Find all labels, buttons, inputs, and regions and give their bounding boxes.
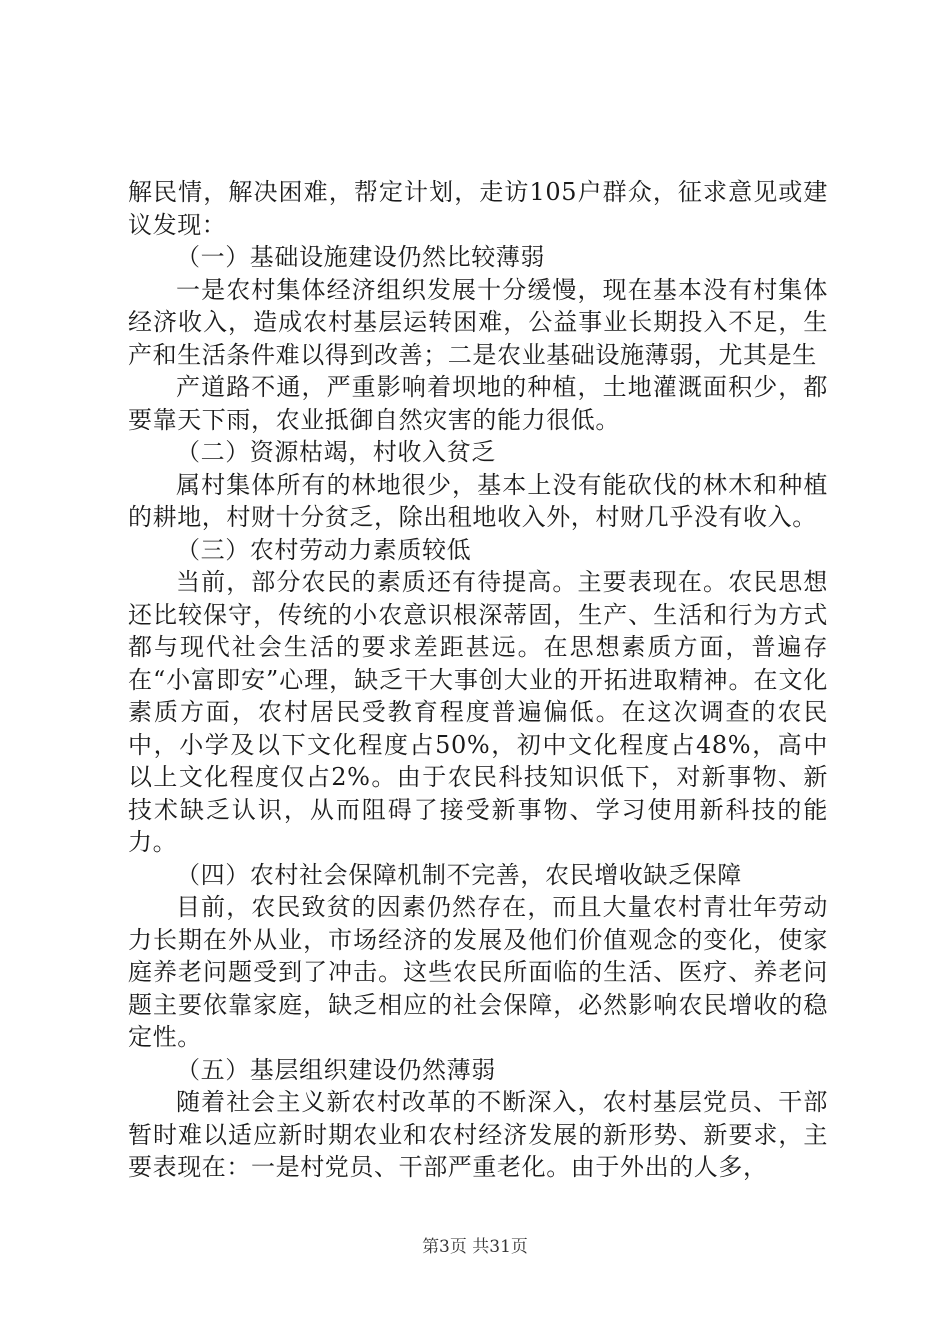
paragraph: 当前，部分农民的素质还有待提高。主要表现在。农民思想还比较保守，传统的小农意识根深蒂固，生产、生活和行为方式都与现代社会生活的要求差距甚远。在思想素质方面，普遍存在“小富即安”心理，缺乏干大事创大业的开拓进取精神。在文化素质方面，农村居民受教育程度普遍偏低。在这次调查的农民中，小学及以下文化程度占50%，初中文化程度占48%，高中以上文化程度仅占2%。由于农民科技知识低下，对新事物、新技术缺乏认识，从而阻碍了接受新事物、学习使用新科技的能力。 (128, 568, 828, 856)
document-body (128, 176, 828, 1184)
paragraph: （四）农村社会保障机制不完善，农民增收缺乏保障 (176, 860, 742, 889)
paragraph: （三）农村劳动力素质较低 (176, 535, 472, 564)
paragraph: （二）资源枯竭，村收入贫乏 (176, 438, 496, 466)
paragraph: 目前，农民致贫的因素仍然存在，而且大量农村青壮年劳动力长期在外从业，市场经济的发展及他们价值观念的变化，使家庭养老问题受到了冲击。这些农民所面临的生活、医疗、养老问题主要依靠家庭，缺乏相应的社会保障，必然影响农民增收的稳定性。 (128, 893, 828, 1051)
paragraph: 解民情，解决困难，帮定计划，走访105户群众，征求意见或建议发现： (128, 178, 828, 239)
paragraph: 随着社会主义新农村改革的不断深入，农村基层党员、干部暂时难以适应新时期农业和农村经济发展的新形势、新要求，主要表现在：一是村党员、干部严重老化。由于外出的人多， (128, 1088, 828, 1181)
paragraph: （一）基础设施建设仍然比较薄弱 (176, 243, 545, 271)
paragraph: 产道路不通，严重影响着坝地的种植，土地灌溉面积少，都要靠天下雨，农业抵御自然灾害的能力很低。 (128, 373, 828, 434)
page-footer: 第3页 共31页 (422, 1237, 528, 1257)
paragraph: 一是农村集体经济组织发展十分缓慢，现在基本没有村集体经济收入，造成农村基层运转困难，公益事业长期投入不足，生产和生活条件难以得到改善；二是农业基础设施薄弱，尤其是生 (128, 275, 828, 369)
paragraph: （五）基层组织建设仍然薄弱 (176, 1055, 496, 1084)
paragraph: 属村集体所有的林地很少，基本上没有能砍伐的林木和种植的耕地，村财十分贫乏，除出租地收入外，村财几乎没有收入。 (128, 470, 828, 531)
